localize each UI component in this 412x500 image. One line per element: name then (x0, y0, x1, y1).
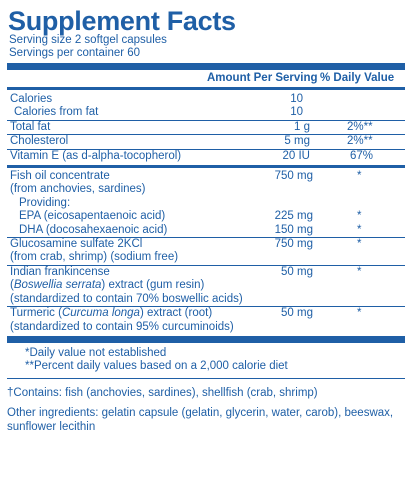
row-frankincense: Indian frankincense (Boswellia serrata) extract (gum resin) (standardized to contain 70% boswellic acids) 50 mg * (7, 265, 405, 306)
row-vitamin-e: Vitamin E (as d-alpha-tocopherol) 20 IU 67% (7, 149, 405, 165)
contains-statement: †Contains: fish (anchovies, sardines), shellfish (crab, shrimp) (7, 387, 318, 399)
amount-header: Amount Per Serving (207, 72, 318, 84)
row-fish-oil: Fish oil concentrate (from anchovies, sardines) 750 mg * (10, 170, 362, 196)
row-calories: Calories 10 (10, 93, 303, 105)
row-total-fat: Total fat 1 g 2%** (7, 120, 405, 134)
footnote-daily-value: *Daily value not established (25, 346, 167, 359)
row-providing: Providing: (19, 196, 71, 209)
bottom-rule (7, 378, 405, 379)
row-turmeric: Turmeric (Curcuma longa) extract (root) (standardized to contain 95% curcuminoids) 50 mg * (7, 306, 405, 336)
row-epa: EPA (eicosapentaenoic acid) 225 mg * (19, 210, 362, 223)
row-cholesterol: Cholesterol 5 mg 2%** (7, 134, 405, 148)
row-glucosamine: Glucosamine sulfate 2KCl (from crab, shrimp) (sodium free) 750 mg * (7, 237, 405, 265)
panel-title: Supplement Facts (8, 6, 236, 36)
thick-rule (7, 63, 405, 70)
row-calories-from-fat: Calories from fat 10 (14, 106, 303, 119)
supplement-facts-panel (7, 8, 405, 379)
footnote-percent: **Percent daily values based on a 2,000 calorie diet (25, 360, 288, 373)
serving-size: Serving size 2 softgel capsules (9, 34, 167, 46)
thick-rule-2 (7, 336, 405, 343)
footnotes (7, 343, 405, 378)
other-ingredients: Other ingredients: gelatin capsule (gelatin, glycerin, water, carob), beeswax, sunflower lecithin (7, 407, 394, 433)
column-header (7, 70, 405, 87)
dv-header: % Daily Value (320, 72, 395, 84)
row-dha: DHA (docosahexaenoic acid) 150 mg * (19, 223, 362, 236)
servings-per-container: Servings per container 60 (9, 47, 141, 59)
